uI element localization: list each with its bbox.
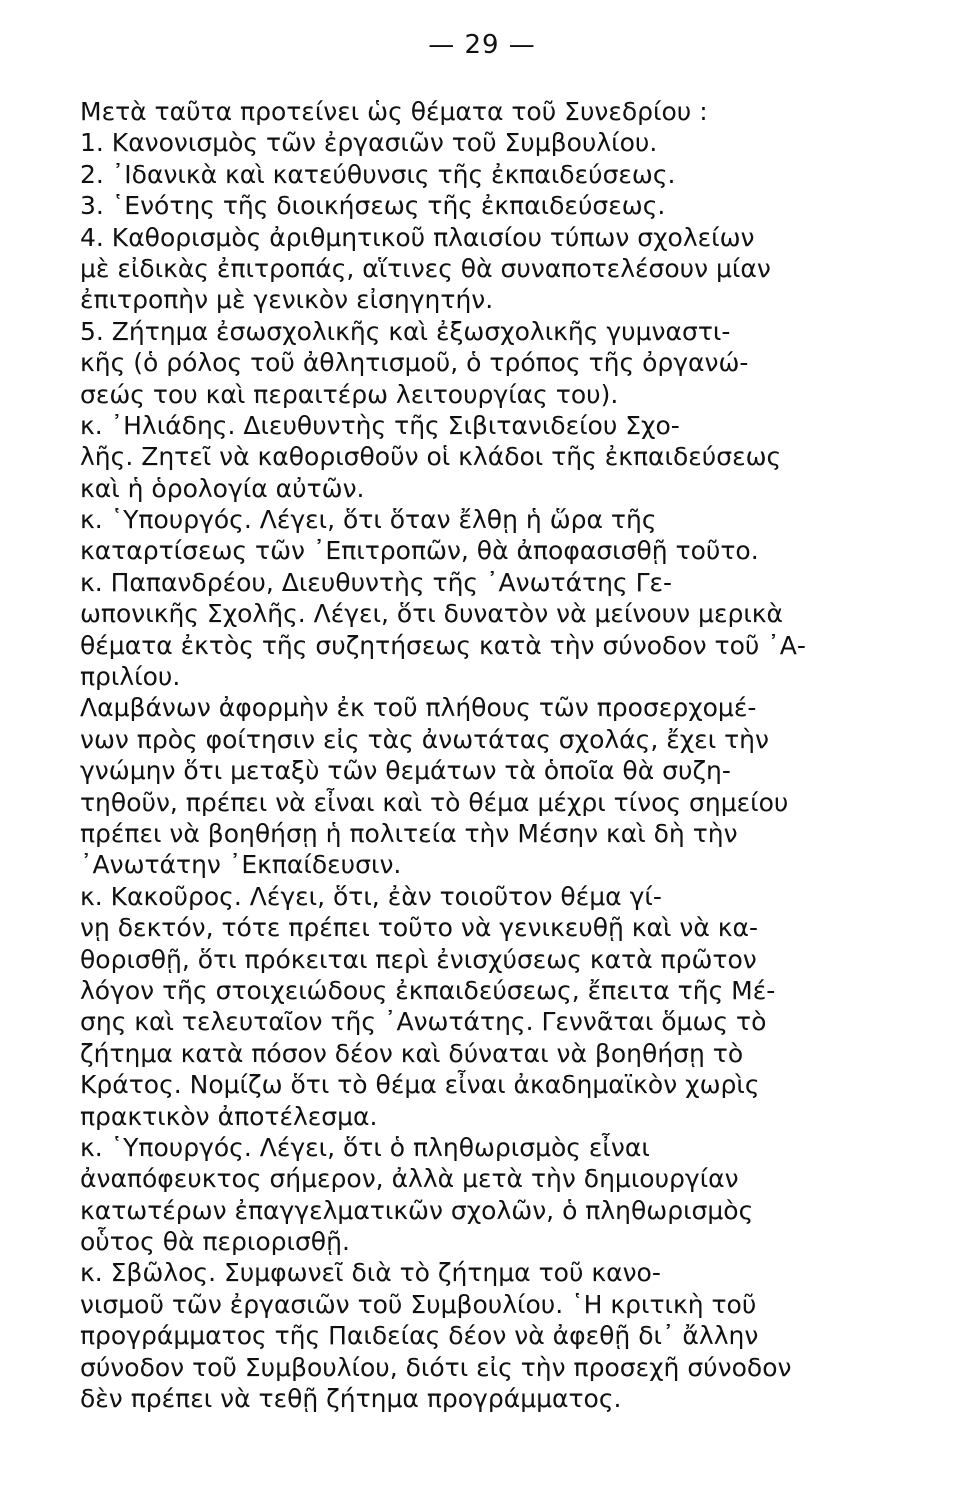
text-line: ἀναπόφευκτος σήμερον, ἀλλὰ μετὰ τὴν δημιουργίαν bbox=[80, 1164, 739, 1194]
text-line: λῆς. Ζητεῖ νὰ καθορισθοῦν οἱ κλάδοι τῆς ἐκπαιδεύσεως bbox=[80, 442, 782, 472]
text-line: ζήτημα κατὰ πόσον δέον καὶ δύναται νὰ βοηθήσῃ τὸ bbox=[80, 1038, 744, 1068]
text-line: νῃ δεκτόν, τότε πρέπει τοῦτο νὰ γενικευθῇ καὶ νὰ κα- bbox=[80, 913, 759, 943]
text-line: 4. Καθορισμὸς ἀριθμητικοῦ πλαισίου τύπων σχολείων bbox=[80, 222, 755, 252]
text-line: κῆς (ὁ ρόλος τοῦ ἀθλητισμοῦ, ὁ τρόπος τῆς ὀργανώ- bbox=[80, 348, 749, 378]
page-number: — 29 — bbox=[428, 30, 536, 60]
text-line: κ. Σβῶλος. Συμφωνεῖ διὰ τὸ ζήτημα τοῦ κανο- bbox=[80, 1258, 661, 1288]
text-line: νων πρὸς φοίτησιν εἰς τὰς ἀνωτάτας σχολάς, ἔχει τὴν bbox=[80, 724, 769, 754]
text-line: κ. ᾿Ηλιάδης. Διευθυντὴς τῆς Σιβιτανιδείου Σχο- bbox=[80, 410, 680, 440]
text-line: 5. Ζήτημα ἐσωσχολικῆς καὶ ἐξωσχολικῆς γυμναστι- bbox=[80, 316, 731, 346]
text-line: Λαμβάνων ἀφορμὴν ἐκ τοῦ πλήθους τῶν προσερχομέ- bbox=[80, 693, 757, 723]
text-line: κ. Κακοῦρος. Λέγει, ὅτι, ἐὰν τοιοῦτον θέμα γί- bbox=[80, 881, 662, 911]
text-line: οὗτος θὰ περιορισθῇ. bbox=[80, 1227, 350, 1257]
text-line: ωπονικῆς Σχολῆς. Λέγει, ὅτι δυνατὸν νὰ μείνουν μερικὰ bbox=[80, 599, 784, 629]
text-line: ᾿Ανωτάτην ᾿Εκπαίδευσιν. bbox=[80, 850, 402, 880]
text-line: πριλίου. bbox=[80, 662, 181, 692]
text-line: πρέπει νὰ βοηθήσῃ ἡ πολιτεία τὴν Μέσην καὶ δὴ τὴν bbox=[80, 818, 738, 848]
text-line: θέματα ἐκτὸς τῆς συζητήσεως κατὰ τὴν σύνοδον τοῦ ᾿Α- bbox=[80, 630, 806, 660]
text-line: σεώς του καὶ περαιτέρω λειτουργίας του). bbox=[80, 379, 619, 409]
text-line: νισμοῦ τῶν ἐργασιῶν τοῦ Συμβουλίου. ῾Η κριτικὴ τοῦ bbox=[80, 1289, 757, 1319]
text-line: καταρτίσεως τῶν ᾿Επιτροπῶν, θὰ ἀποφασισθῇ τοῦτο. bbox=[80, 536, 759, 566]
text-line: κ. ῾Υπουργός. Λέγει, ὅτι ὅταν ἔλθῃ ἡ ὥρα τῆς bbox=[80, 505, 657, 535]
body-text bbox=[80, 96, 880, 1414]
text-line: πρακτικὸν ἀποτέλεσμα. bbox=[80, 1101, 378, 1131]
text-line: Κράτος. Νομίζω ὅτι τὸ θέμα εἶναι ἀκαδημαϊκὸν χωρὶς bbox=[80, 1070, 760, 1100]
text-line: ἐπιτροπὴν μὲ γενικὸν εἰσηγητήν. bbox=[80, 285, 494, 315]
text-line: μὲ εἰδικὰς ἐπιτροπάς, αἵτινες θὰ συναποτελέσουν μίαν bbox=[80, 253, 771, 283]
text-line: γνώμην ὅτι μεταξὺ τῶν θεμάτων τὰ ὁποῖα θὰ συζη- bbox=[80, 756, 731, 786]
text-line: 2. ᾿Ιδανικὰ καὶ κατεύθυνσις τῆς ἐκπαιδεύσεως. bbox=[80, 159, 676, 189]
text-line: σης καὶ τελευταῖον τῆς ᾿Ανωτάτης. Γεννᾶται ὅμως τὸ bbox=[80, 1007, 767, 1037]
text-line: προγράμματος τῆς Παιδείας δέον νὰ ἀφεθῇ δι᾿ ἄλλην bbox=[80, 1321, 759, 1351]
text-line: κατωτέρων ἐπαγγελματικῶν σχολῶν, ὁ πληθωρισμὸς bbox=[80, 1195, 754, 1225]
text-line: Μετὰ ταῦτα προτείνει ὡς θέματα τοῦ Συνεδρίου : bbox=[80, 97, 708, 126]
text-line: δὲν πρέπει νὰ τεθῇ ζήτημα προγράμματος. bbox=[80, 1384, 622, 1414]
text-line: λόγον τῆς στοιχειώδους ἐκπαιδεύσεως, ἔπειτα τῆς Μέ- bbox=[80, 975, 776, 1005]
text-line: θορισθῇ, ὅτι πρόκειται περὶ ἐνισχύσεως κατὰ πρῶτον bbox=[80, 944, 757, 974]
text-line: 3. ῾Ενότης τῆς διοικήσεως τῆς ἐκπαιδεύσεως. bbox=[80, 191, 666, 221]
text-line: καὶ ἡ ὁρολογία αὐτῶν. bbox=[80, 473, 365, 503]
text-line: κ. Παπανδρέου, Διευθυντὴς τῆς ᾿Ανωτάτης Γε- bbox=[80, 567, 673, 597]
text-line: 1. Κανονισμὸς τῶν ἐργασιῶν τοῦ Συμβουλίου. bbox=[80, 128, 658, 158]
text-line: κ. ῾Υπουργός. Λέγει, ὅτι ὁ πληθωρισμὸς εἶναι bbox=[80, 1132, 650, 1162]
text-line: σύνοδον τοῦ Συμβουλίου, διότι εἰς τὴν προσεχῆ σύνοδον bbox=[80, 1352, 792, 1382]
text-line: τηθοῦν, πρέπει νὰ εἶναι καὶ τὸ θέμα μέχρι τίνος σημείου bbox=[80, 787, 789, 817]
